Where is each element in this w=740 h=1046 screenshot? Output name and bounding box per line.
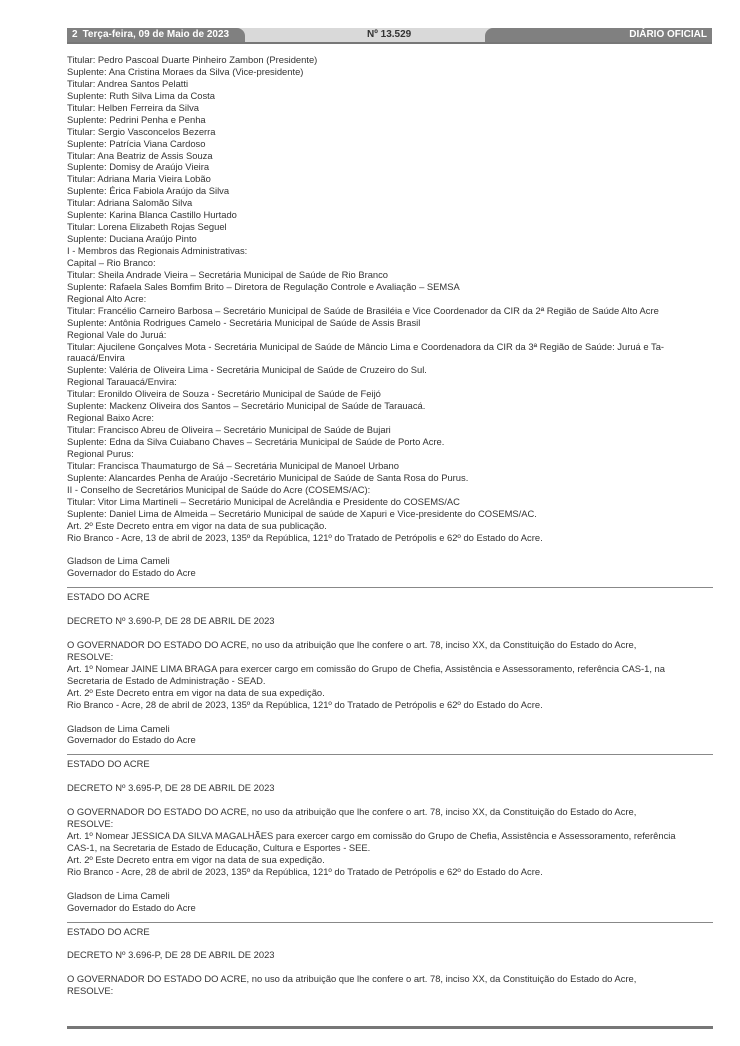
signer-title: Governador do Estado do Acre	[67, 901, 196, 913]
text-line: Regional Alto Acre:	[67, 292, 147, 304]
text-line: Suplente: Rafaela Sales Bomfim Brito – Diretora de Regulação Controle e Avaliação – SEMSA	[67, 280, 460, 292]
text-line: Suplente: Valéria de Oliveira Lima - Secretária Municipal de Saúde de Cruzeiro do Sul.	[67, 364, 427, 376]
text-line: RESOLVE:	[67, 818, 114, 830]
text-line: Art. 2º Este Decreto entra em vigor na data de sua expedição.	[67, 686, 325, 698]
page-number: 2	[72, 29, 78, 40]
text-line: O GOVERNADOR DO ESTADO DO ACRE, no uso da atribuição que lhe confere o art. 78, inciso XX, da Constituição do Estado do Acre,	[67, 806, 637, 818]
text-line: Titular: Vitor Lima Martineli – Secretário Municipal de Acrelândia e Presidente do COSEMS/AC	[67, 495, 460, 507]
text-line: Titular: Adriana Salomão Silva	[67, 197, 193, 209]
signer-name: Gladson de Lima Cameli	[67, 555, 170, 567]
text-line: Titular: Sergio Vasconcelos Bezerra	[67, 125, 216, 137]
divider	[67, 587, 713, 588]
text-line: O GOVERNADOR DO ESTADO DO ACRE, no uso da atribuição que lhe confere o art. 78, inciso XX, da Constituição do Estado do Acre,	[67, 638, 637, 650]
text-line: Suplente: Pedrini Penha e Penha	[67, 113, 206, 125]
text-line: Suplente: Ana Cristina Moraes da Silva (Vice-presidente)	[67, 65, 304, 77]
text-line: Suplente: Patrícia Viana Cardoso	[67, 137, 206, 149]
text-line: Titular: Francisca Thaumaturgo de Sá – Secretária Municipal de Manoel Urbano	[67, 459, 399, 471]
text-line: II - Conselho de Secretários Municipal de Saúde do Acre (COSEMS/AC):	[67, 483, 371, 495]
decree-text	[67, 806, 713, 878]
text-line: Capital – Rio Branco:	[67, 256, 156, 268]
text-line: CAS-1, na Secretaria de Estado de Educação, Cultura e Esportes - SEE.	[67, 841, 371, 853]
decree-text	[67, 973, 713, 997]
text-line: RESOLVE:	[67, 650, 114, 662]
text-line: Rio Branco - Acre, 13 de abril de 2023, 135º da República, 121º do Tratado de Petrópolis e 62º do Estado do Acre.	[67, 531, 543, 543]
text-line: O GOVERNADOR DO ESTADO DO ACRE, no uso da atribuição que lhe confere o art. 78, inciso XX, da Constituição do Estado do Acre,	[67, 973, 637, 985]
text-line: Titular: Andrea Santos Pelatti	[67, 77, 189, 89]
text-line: Regional Purus:	[67, 447, 134, 459]
text-line: Suplente: Edna da Silva Cuiabano Chaves – Secretária Municipal de Saúde de Porto Acre.	[67, 436, 445, 447]
divider	[67, 754, 713, 755]
text-line: Suplente: Ruth Silva Lima da Costa	[67, 89, 215, 101]
text-line: Suplente: Érica Fabiola Araújo da Silva	[67, 185, 230, 197]
decree-title: DECRETO Nº 3.696-P, DE 28 DE ABRIL DE 2023	[67, 949, 275, 961]
decree-title: DECRETO Nº 3.690-P, DE 28 DE ABRIL DE 2023	[67, 615, 275, 627]
text-line: Suplente: Domisy de Araújo Vieira	[67, 161, 210, 173]
text-line: Suplente: Duciana Araújo Pinto	[67, 233, 197, 245]
text-line: I - Membros das Regionais Administrativas:	[67, 245, 248, 256]
text-line: Titular: Helben Ferreira da Silva	[67, 101, 199, 113]
text-line: Regional Tarauacá/Envira:	[67, 376, 177, 388]
text-line: Suplente: Mackenz Oliveira dos Santos – Secretário Municipal de Saúde de Tarauacá.	[67, 400, 426, 412]
decree-title: DECRETO Nº 3.695-P, DE 28 DE ABRIL DE 2023	[67, 782, 275, 794]
signer-name: Gladson de Lima Cameli	[67, 889, 170, 901]
decree-3696	[67, 926, 713, 998]
text-line: Titular: Francélio Carneiro Barbosa – Secretário Municipal de Saúde de Brasiléia e Vice Coordenador da CIR da 2ª Região de Saúde Alto Acre	[67, 304, 659, 316]
text-line: RESOLVE:	[67, 985, 114, 997]
page-header	[67, 28, 712, 44]
edition-number: Nº 13.529	[367, 29, 412, 40]
text-line: Suplente: Karina Blanca Castillo Hurtado	[67, 209, 237, 221]
text-line: Titular: Francisco Abreu de Oliveira – Secretário Municipal de Saúde de Bujari	[67, 424, 391, 436]
header-date: Terça-feira, 09 de Maio de 2023	[82, 29, 230, 40]
text-line: Suplente: Daniel Lima de Almeida – Secretário Municipal de saúde de Xapuri e Vice-presidente do COSEMS/AC.	[67, 507, 537, 519]
text-line: Titular: Sheila Andrade Vieira – Secretária Municipal de Saúde de Rio Branco	[67, 268, 389, 280]
text-line: Titular: Adriana Maria Vieira Lobão	[67, 173, 211, 185]
text-line: Titular: Lorena Elizabeth Rojas Seguel	[67, 221, 227, 233]
text-line: Art. 2º Este Decreto entra em vigor na data de sua expedição.	[67, 853, 325, 865]
decree-text	[67, 639, 713, 711]
text-line: Art. 1º Nomear JAINE LIMA BRAGA para exercer cargo em comissão do Grupo de Chefia, Assistência e Assessoramento, referência CAS-1, na	[67, 662, 665, 674]
text-line: Titular: Ana Beatriz de Assis Souza	[67, 149, 213, 161]
signer-title: Governador do Estado do Acre	[67, 734, 196, 746]
publication-tab	[485, 28, 712, 42]
text-line: Suplente: Antônia Rodrigues Camelo - Secretária Municipal de Saúde de Assis Brasil	[67, 316, 421, 328]
document-body	[67, 54, 713, 997]
text-line: Titular: Eronildo Oliveira de Souza - Secretário Municipal de Saúde de Feijó	[67, 388, 381, 400]
text-line: Titular: Ajucilene Gonçalves Mota - Secretária Municipal de Saúde de Mâncio Lima e Coordenadora da CIR da 3ª Região de Saúde: Juruá e Ta-	[67, 340, 665, 352]
decree-3695	[67, 758, 713, 913]
text-line: Rio Branco - Acre, 28 de abril de 2023, 135º da República, 121º do Tratado de Petrópolis e 62º do Estado do Acre.	[67, 698, 543, 710]
decree-3690	[67, 591, 713, 746]
text-line: Regional Baixo Acre:	[67, 412, 155, 424]
text-line: Art. 1º Nomear JESSICA DA SILVA MAGALHÃES para exercer cargo em comissão do Grupo de Chefia, Assistência e Assessoramento, referência	[67, 829, 676, 841]
state-heading: ESTADO DO ACRE	[67, 591, 150, 603]
header-date-tab	[67, 28, 245, 42]
text-line: Regional Vale do Juruá:	[67, 328, 167, 340]
state-heading: ESTADO DO ACRE	[67, 925, 150, 937]
divider	[67, 922, 713, 923]
section-members	[67, 54, 713, 543]
page-bottom-rule	[67, 1026, 713, 1029]
signer-name: Gladson de Lima Cameli	[67, 722, 170, 734]
text-line: Suplente: Alancardes Penha de Araújo -Secretário Municipal de Saúde de Santa Rosa do Purus.	[67, 471, 469, 483]
text-line: Titular: Pedro Pascoal Duarte Pinheiro Zambon (Presidente)	[67, 54, 318, 65]
state-heading: ESTADO DO ACRE	[67, 758, 150, 770]
signer-title: Governador do Estado do Acre	[67, 567, 196, 579]
publication-name: DIÁRIO OFICIAL	[629, 29, 707, 40]
text-line: Rio Branco - Acre, 28 de abril de 2023, 135º da República, 121º do Tratado de Petrópolis e 62º do Estado do Acre.	[67, 865, 543, 877]
text-line: rauacá/Envira	[67, 352, 125, 364]
text-line: Secretaria de Estado de Administração - SEAD.	[67, 674, 266, 686]
text-line: Art. 2º Este Decreto entra em vigor na data de sua publicação.	[67, 519, 327, 531]
